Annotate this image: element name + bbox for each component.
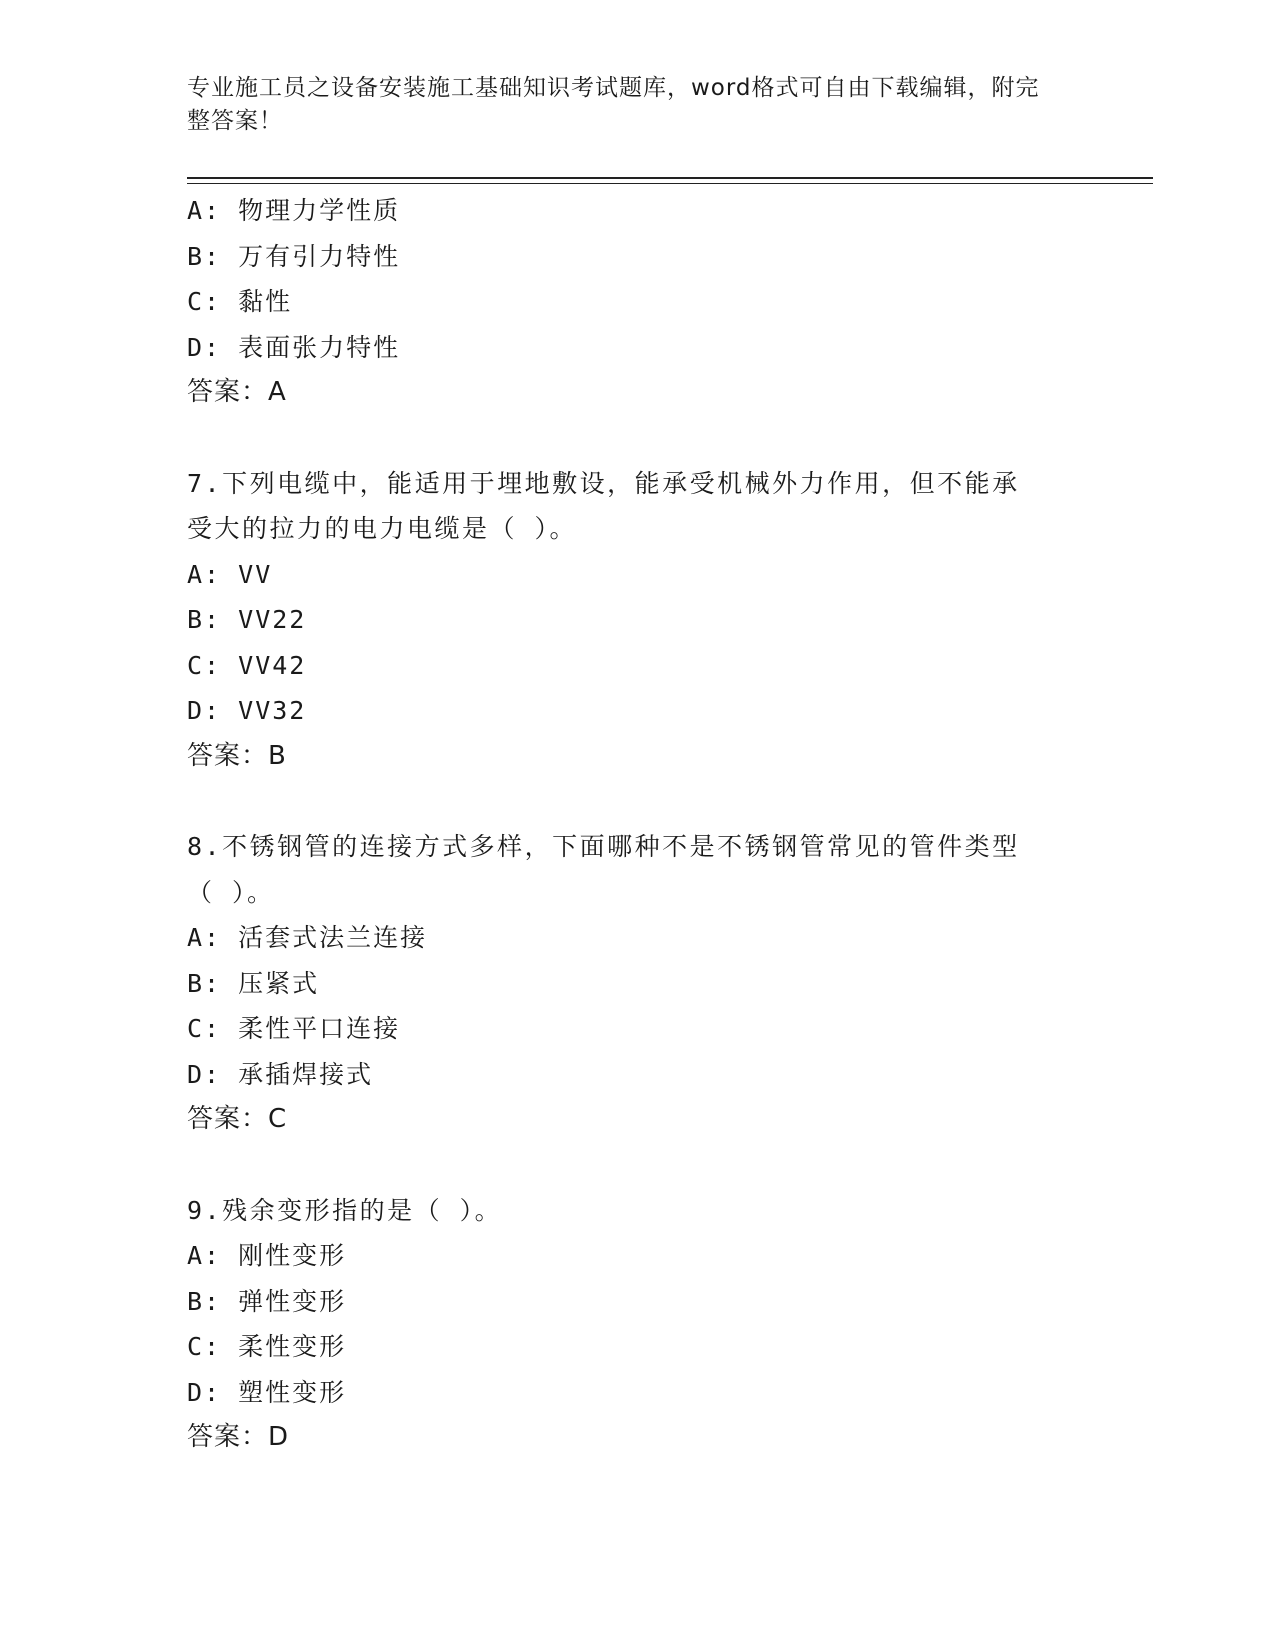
question-text [187, 1188, 1087, 1234]
question-block-8 [187, 824, 1087, 1143]
question-text [187, 824, 1087, 915]
question-line: 8.不锈钢管的连接方式多样，下面哪种不是不锈钢管常见的管件类型 [187, 832, 1020, 861]
answer-line: 答案：D [187, 1422, 290, 1452]
option-d: D: 承插焊接式 [187, 1059, 374, 1089]
header-line-1: 专业施工员之设备安装施工基础知识考试题库，word格式可自由下载编辑，附完 [187, 75, 1040, 101]
header-line-2: 整答案！ [187, 108, 283, 134]
question-line: 受大的拉力的电力电缆是（ ）。 [187, 514, 578, 543]
question-line: （ ）。 [187, 877, 275, 907]
block-spacer [187, 1143, 1087, 1188]
question-line: 9.残余变形指的是（ ）。 [187, 1195, 503, 1225]
option-c: C: 黏性 [187, 287, 293, 316]
answer-line: 答案：B [187, 740, 287, 771]
question-block-9 [187, 1188, 1087, 1461]
option-d: D: 表面张力特性 [187, 332, 401, 362]
header-rule-thick [187, 177, 1153, 179]
question-line: 7.下列电缆中，能适用于埋地敷设，能承受机械外力作用，但不能承 [187, 468, 1020, 498]
option-a: A: VV [187, 559, 273, 589]
option-c: C: 柔性平口连接 [187, 1014, 401, 1043]
option-b: B: 万有引力特性 [187, 241, 401, 271]
answer-line: 答案：A [187, 377, 287, 407]
option-c: C: VV42 [187, 650, 307, 680]
option-d: D: 塑性变形 [187, 1377, 347, 1407]
option-c: C: 柔性变形 [187, 1332, 347, 1361]
question-text [187, 461, 1087, 552]
question-list [187, 188, 1087, 1461]
block-spacer [187, 416, 1087, 461]
answer-line: 答案：C [187, 1104, 288, 1134]
document-header [187, 72, 1067, 138]
option-a: A: 活套式法兰连接 [187, 923, 428, 952]
header-rule-thin [187, 183, 1153, 184]
option-a: A: 物理力学性质 [187, 196, 401, 225]
block-spacer [187, 779, 1087, 824]
option-b: B: 压紧式 [187, 968, 320, 998]
question-block-6 [187, 188, 1087, 416]
option-b: B: 弹性变形 [187, 1286, 347, 1316]
option-a: A: 刚性变形 [187, 1241, 347, 1270]
question-block-7 [187, 461, 1087, 780]
option-d: D: VV32 [187, 696, 307, 725]
option-b: B: VV22 [187, 605, 307, 634]
